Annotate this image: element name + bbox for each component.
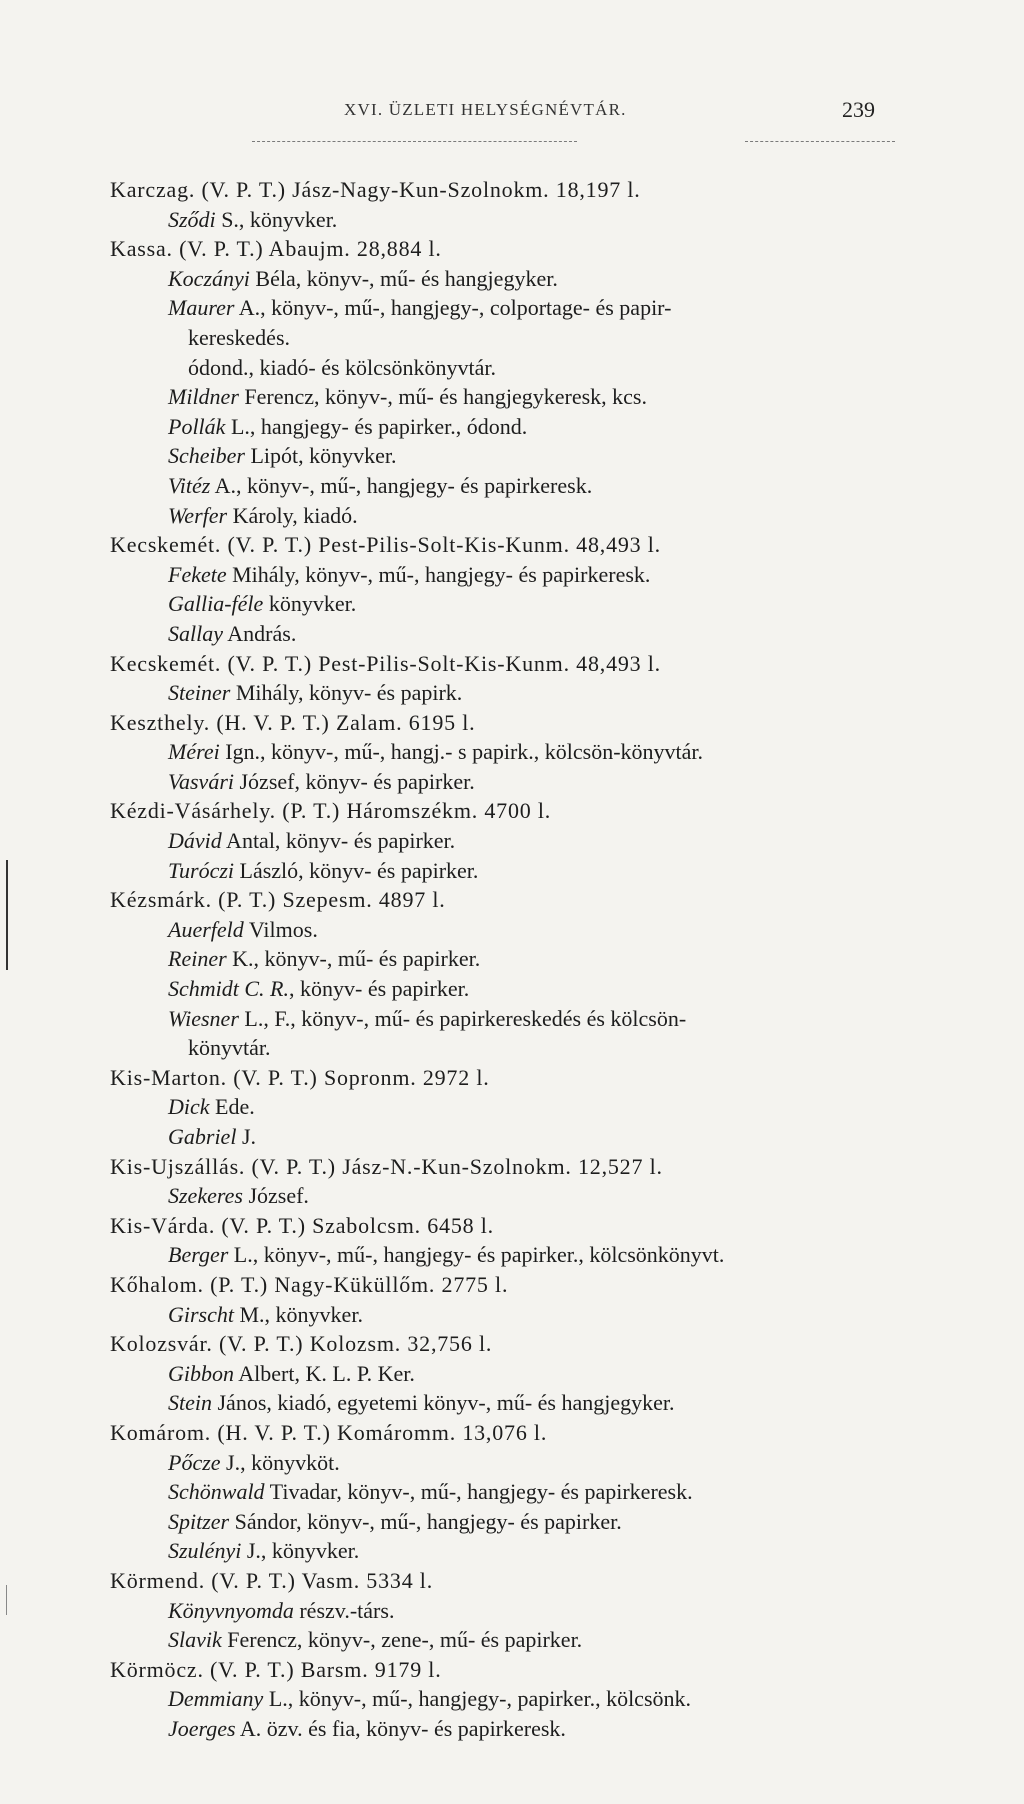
business-entry	[110, 205, 930, 235]
entry-text: Kecskemét. (V. P. T.) Pest-Pilis-Solt-Kis-Kunm. 48,493 l.	[110, 532, 661, 558]
entry-text: Körmöcz. (V. P. T.) Barsm. 9179 l.	[110, 1656, 442, 1682]
entry-text: J., könyvköt.	[220, 1449, 340, 1475]
header-rule-left	[252, 141, 577, 142]
business-entry	[110, 382, 930, 412]
proprietor-name: Mildner	[168, 384, 239, 410]
entry-text: Mihály, könyv-, mű-, hangjegy- és papirkeresk.	[226, 561, 651, 587]
business-entry	[110, 826, 930, 856]
business-entry	[110, 678, 930, 708]
entry-text: , könyv- és papirker.	[289, 976, 470, 1002]
proprietor-name: Berger	[168, 1242, 229, 1268]
entry-text: József.	[242, 1183, 309, 1209]
entry-text: könyvtár.	[188, 1035, 271, 1061]
entry-text: Ferencz, könyv-, zene-, mű- és papirker.	[221, 1627, 583, 1653]
entry-text: Kis-Ujszállás. (V. P. T.) Jász-N.-Kun-Szolnokm. 12,527 l.	[110, 1153, 663, 1179]
proprietor-name: Gabriel	[168, 1124, 237, 1149]
business-entry	[110, 619, 930, 649]
business-entry	[110, 1122, 930, 1152]
entry-continuation	[110, 1033, 930, 1063]
business-entry	[110, 1477, 930, 1507]
entry-text: Karczag. (V. P. T.) Jász-Nagy-Kun-Szolnokm. 18,197 l.	[110, 177, 641, 202]
proprietor-name: Vasvári	[168, 768, 234, 794]
entry-text: Kézsmárk. (P. T.) Szepesm. 4897 l.	[110, 887, 446, 913]
entry-text: részv.-társ.	[293, 1597, 395, 1623]
entry-text: Keszthely. (H. V. P. T.) Zalam. 6195 l.	[110, 709, 476, 735]
proprietor-name: Slavik	[168, 1627, 222, 1653]
business-entry	[110, 944, 930, 974]
proprietor-name: Girscht	[168, 1301, 234, 1327]
town-heading	[110, 234, 930, 264]
entry-text: könyvker.	[263, 591, 357, 617]
business-entry	[110, 737, 930, 767]
entry-text: Kézdi-Vásárhely. (P. T.) Háromszékm. 4700 l.	[110, 798, 552, 824]
business-entry	[110, 293, 930, 323]
entry-text: Mihály, könyv- és papirk.	[230, 680, 463, 706]
business-entry	[110, 1448, 930, 1478]
entry-text: A., könyv-, mű-, hangjegy-, colportage- és papir-	[234, 295, 672, 321]
entry-text: Kassa. (V. P. T.) Abaujm. 28,884 l.	[110, 236, 442, 262]
entry-text: Ferencz, könyv-, mű- és hangjegykeresk, kcs.	[238, 384, 647, 410]
town-heading	[110, 1211, 930, 1241]
business-entry	[110, 1181, 930, 1211]
proprietor-name: Spitzer	[168, 1508, 230, 1534]
business-entry	[110, 471, 930, 501]
proprietor-name: Turóczi	[168, 857, 235, 883]
proprietor-name: Fekete	[168, 561, 227, 587]
town-heading	[110, 1063, 930, 1093]
entry-text: Lipót, könyvker.	[244, 443, 397, 469]
proprietor-name: Koczányi	[168, 265, 250, 291]
entry-text: Albert, K. L. P. Ker.	[234, 1360, 415, 1386]
entry-text: Kolozsvár. (V. P. T.) Kolozsm. 32,756 l.	[110, 1331, 493, 1357]
business-entry	[110, 1507, 930, 1537]
town-heading	[110, 885, 930, 915]
entry-text: Ede.	[209, 1094, 255, 1120]
proprietor-name: Gallia-féle	[168, 591, 264, 617]
entry-continuation	[110, 353, 930, 383]
town-heading	[110, 649, 930, 679]
proprietor-name: Szekeres	[168, 1183, 243, 1209]
proprietor-name: Demmiany	[168, 1686, 264, 1712]
town-heading	[110, 708, 930, 738]
entry-text: S., könyvker.	[215, 206, 338, 232]
proprietor-name: Maurer	[168, 295, 235, 321]
business-entry	[110, 501, 930, 531]
business-entry	[110, 1240, 930, 1270]
business-entry	[110, 1092, 930, 1122]
proprietor-name: Sződi	[168, 206, 216, 232]
proprietor-name: Dávid	[168, 828, 222, 854]
business-entry	[110, 1388, 930, 1418]
entry-text: A. özv. és fia, könyv- és papirkeresk.	[235, 1715, 566, 1741]
town-heading	[110, 1329, 930, 1359]
entry-continuation	[110, 323, 930, 353]
entry-text: Kőhalom. (P. T.) Nagy-Küküllőm. 2775 l.	[110, 1271, 509, 1297]
town-heading	[110, 530, 930, 560]
business-entry	[110, 441, 930, 471]
proprietor-name: Dick	[168, 1094, 210, 1120]
business-entry	[110, 264, 930, 294]
business-entry	[110, 412, 930, 442]
proprietor-name: Stein	[168, 1390, 212, 1416]
business-entry	[110, 1625, 930, 1655]
proprietor-name: Steiner	[168, 680, 231, 706]
business-entry	[110, 1684, 930, 1714]
running-head	[0, 0, 1024, 150]
entry-text: Ign., könyv-, mű-, hangj.- s papirk., kölcsön-könyvtár.	[219, 739, 704, 765]
entry-text: Kis-Marton. (V. P. T.) Sopronm. 2972 l.	[110, 1064, 490, 1090]
running-title: XVI. ÜZLETI HELYSÉGNÉVTÁR.	[344, 100, 627, 119]
proprietor-name: Schönwald	[168, 1479, 265, 1505]
proprietor-name: Auerfeld	[168, 916, 244, 942]
entry-text: L., könyv-, mű-, hangjegy-, papirker., kölcsönk.	[263, 1686, 692, 1712]
town-heading	[110, 175, 930, 205]
proprietor-name: Schmidt C. R.	[168, 976, 289, 1002]
town-heading	[110, 1566, 930, 1596]
business-entry	[110, 1596, 930, 1626]
business-entry	[110, 1004, 930, 1034]
entry-text: Antal, könyv- és papirker.	[221, 828, 456, 854]
proprietor-name: Mérei	[168, 739, 220, 765]
proprietor-name: Szulényi	[168, 1538, 242, 1564]
town-heading	[110, 1655, 930, 1685]
entry-text: ódond., kiadó- és kölcsönkönyvtár.	[188, 354, 496, 380]
margin-mark	[6, 1585, 7, 1615]
town-heading	[110, 796, 930, 826]
business-entry	[110, 1359, 930, 1389]
entry-text: L., hangjegy- és papirker., ódond.	[225, 413, 528, 439]
business-entry	[110, 915, 930, 945]
entry-text: Körmend. (V. P. T.) Vasm. 5334 l.	[110, 1567, 434, 1593]
town-heading	[110, 1418, 930, 1448]
entry-text: László, könyv- és papirker.	[234, 857, 479, 883]
proprietor-name: Wiesner	[168, 1005, 239, 1031]
entry-text: József, könyv- és papirker.	[234, 768, 475, 794]
business-entry	[110, 767, 930, 797]
entry-text: Komárom. (H. V. P. T.) Komáromm. 13,076 l.	[110, 1419, 548, 1445]
business-entry	[110, 1714, 930, 1744]
proprietor-name: Vitéz	[168, 472, 211, 498]
business-entry	[110, 974, 930, 1004]
entry-text: Kis-Várda. (V. P. T.) Szabolcsm. 6458 l.	[110, 1212, 494, 1238]
proprietor-name: Pollák	[168, 413, 226, 439]
entry-text: Tivadar, könyv-, mű-, hangjegy- és papirkeresk.	[264, 1479, 693, 1505]
entry-text: A., könyv-, mű-, hangjegy- és papirkeresk.	[210, 472, 593, 498]
proprietor-name: Pőcze	[168, 1449, 221, 1475]
entry-text: J.	[236, 1124, 257, 1149]
entry-text: János, kiadó, egyetemi könyv-, mű- és hangjegyker.	[212, 1390, 675, 1416]
proprietor-name: Werfer	[168, 502, 228, 528]
header-rule-right	[745, 141, 895, 142]
business-entry	[110, 560, 930, 590]
entry-text: Béla, könyv-, mű- és hangjegyker.	[249, 265, 558, 291]
business-entry	[110, 1300, 930, 1330]
proprietor-name: Könyvnyomda	[168, 1597, 294, 1623]
proprietor-name: Joerges	[168, 1715, 236, 1741]
entry-text: Károly, kiadó.	[227, 502, 358, 528]
proprietor-name: Sallay	[168, 620, 223, 646]
town-heading	[110, 1152, 930, 1182]
page-number: 239	[842, 97, 875, 122]
entry-text: kereskedés.	[188, 324, 291, 350]
proprietor-name: Reiner	[168, 946, 227, 972]
proprietor-name: Gibbon	[168, 1360, 234, 1386]
entry-text: L., F., könyv-, mű- és papirkereskedés és kölcsön-	[238, 1005, 687, 1031]
entry-text: L., könyv-, mű-, hangjegy- és papirker., kölcsönkönyvt.	[228, 1242, 725, 1268]
entry-text: András.	[223, 620, 297, 646]
proprietor-name: Scheiber	[168, 443, 245, 469]
business-entry	[110, 1536, 930, 1566]
entry-text: Kecskemét. (V. P. T.) Pest-Pilis-Solt-Kis-Kunm. 48,493 l.	[110, 650, 661, 676]
business-entry	[110, 589, 930, 619]
entry-text: Vilmos.	[243, 916, 318, 942]
entry-text: Sándor, könyv-, mű-, hangjegy- és papirker.	[229, 1508, 622, 1534]
directory-entries	[110, 175, 930, 1743]
town-heading	[110, 1270, 930, 1300]
margin-mark	[6, 860, 8, 970]
entry-text: K., könyv-, mű- és papirker.	[226, 946, 481, 972]
entry-text: M., könyvker.	[234, 1301, 363, 1327]
business-entry	[110, 856, 930, 886]
entry-text: J., könyvker.	[241, 1538, 360, 1564]
